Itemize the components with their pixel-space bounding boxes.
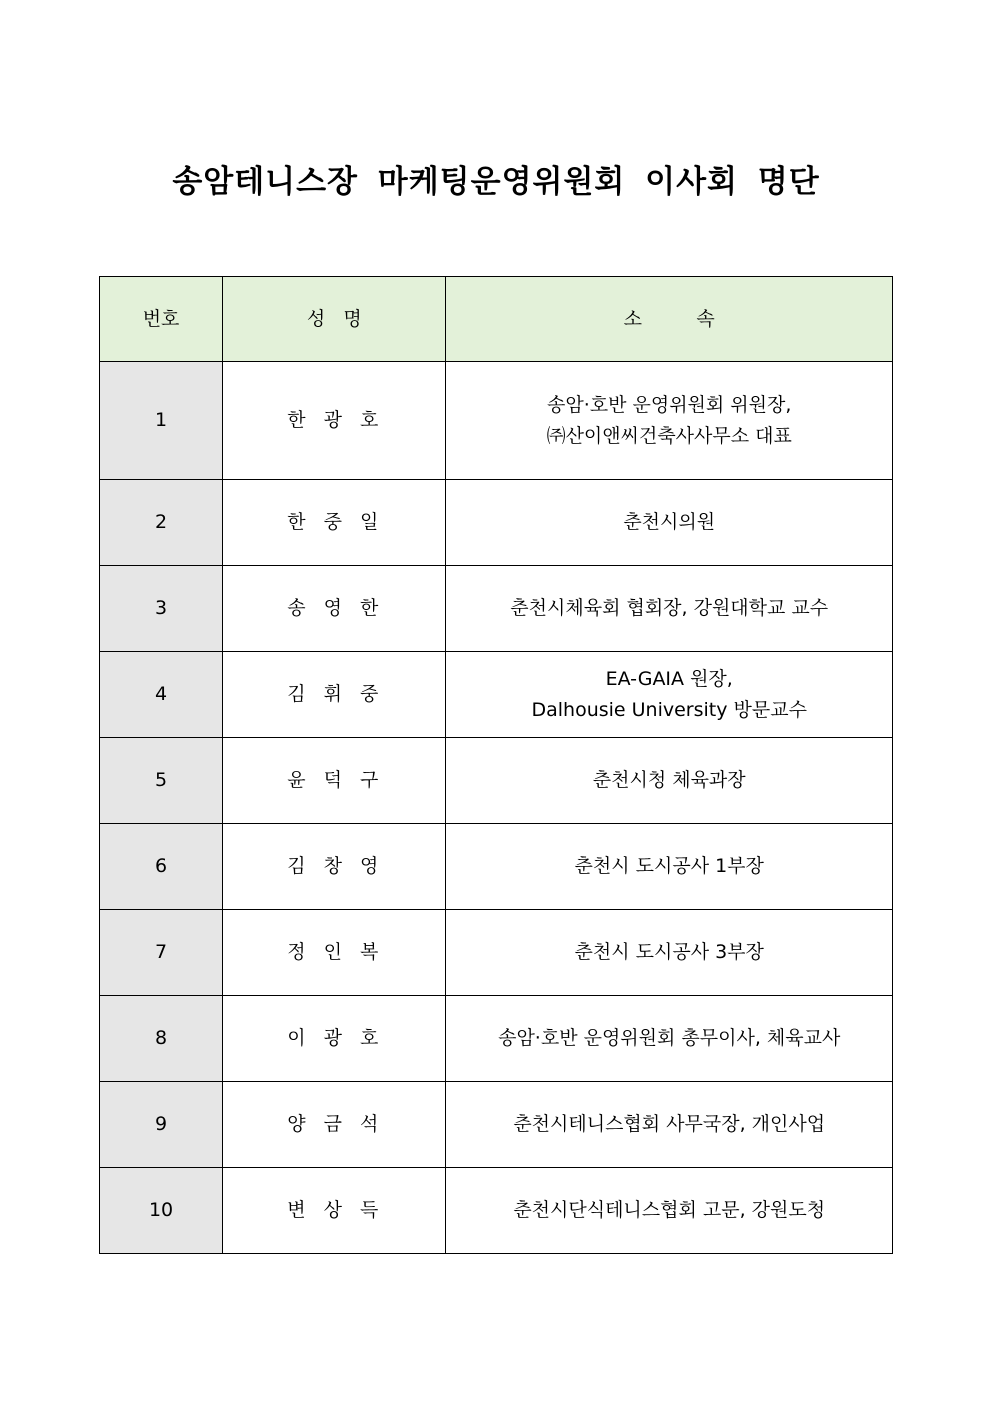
roster-table	[99, 276, 893, 1254]
row-number: 4	[100, 652, 223, 738]
member-name	[223, 996, 446, 1082]
header-affiliation-label: 소 속	[623, 307, 715, 330]
member-name-text: 변 상 득	[287, 1199, 382, 1221]
member-name	[223, 652, 446, 738]
table-row	[100, 738, 893, 824]
member-name	[223, 1082, 446, 1168]
header-name-label: 성 명	[306, 307, 362, 330]
member-name-text: 양 금 석	[287, 1113, 382, 1135]
member-name	[223, 480, 446, 566]
header-affiliation	[446, 277, 893, 362]
affiliation-line: 송암·호반 운영위원회 위원장,	[547, 393, 792, 416]
affiliation-line: 춘천시단식테니스협회 고문, 강원도청	[513, 1199, 826, 1221]
member-name-text: 김 휘 중	[287, 683, 382, 705]
member-name-text: 한 중 일	[287, 511, 382, 533]
member-name-text: 정 인 복	[287, 941, 382, 963]
member-affiliation	[446, 362, 893, 480]
member-affiliation	[446, 910, 893, 996]
member-name	[223, 362, 446, 480]
row-number: 6	[100, 824, 223, 910]
table-row	[100, 1082, 893, 1168]
affiliation-line: 춘천시 도시공사 3부장	[574, 941, 764, 963]
member-name-text: 윤 덕 구	[287, 769, 382, 791]
member-affiliation	[446, 824, 893, 910]
affiliation-line: 송암·호반 운영위원회 총무이사, 체육교사	[498, 1027, 841, 1049]
row-number: 8	[100, 996, 223, 1082]
member-name-text: 김 창 영	[287, 855, 382, 877]
row-number: 3	[100, 566, 223, 652]
member-affiliation	[446, 1082, 893, 1168]
row-number: 2	[100, 480, 223, 566]
table-row	[100, 362, 893, 480]
row-number: 1	[100, 362, 223, 480]
member-affiliation	[446, 996, 893, 1082]
affiliation-line: EA-GAIA 원장,	[605, 667, 733, 690]
table-row	[100, 1168, 893, 1254]
affiliation-line: 춘천시체육회 협회장, 강원대학교 교수	[510, 597, 829, 619]
row-number: 9	[100, 1082, 223, 1168]
member-name-text: 이 광 호	[287, 1027, 382, 1049]
member-affiliation	[446, 480, 893, 566]
member-name	[223, 1168, 446, 1254]
member-name	[223, 824, 446, 910]
table-row	[100, 566, 893, 652]
table-row	[100, 824, 893, 910]
row-number: 10	[100, 1168, 223, 1254]
member-name	[223, 910, 446, 996]
member-affiliation	[446, 566, 893, 652]
affiliation-line: 춘천시의원	[623, 511, 716, 533]
header-name	[223, 277, 446, 362]
row-number: 5	[100, 738, 223, 824]
table-row	[100, 910, 893, 996]
affiliation-line: 춘천시청 체육과장	[592, 769, 746, 791]
member-affiliation	[446, 652, 893, 738]
member-name-text: 한 광 호	[287, 409, 382, 431]
member-name-text: 송 영 한	[287, 597, 382, 619]
affiliation-line: ㈜산이앤씨건축사사무소 대표	[546, 424, 792, 447]
affiliation-line: Dalhousie University 방문교수	[531, 698, 807, 721]
member-affiliation	[446, 738, 893, 824]
table-row	[100, 480, 893, 566]
row-number: 7	[100, 910, 223, 996]
member-name	[223, 566, 446, 652]
affiliation-line: 춘천시테니스협회 사무국장, 개인사업	[513, 1113, 826, 1135]
header-number: 번호	[100, 277, 223, 362]
table-row	[100, 652, 893, 738]
affiliation-line: 춘천시 도시공사 1부장	[574, 855, 764, 877]
table-row	[100, 996, 893, 1082]
page-title: 송암테니스장 마케팅운영위원회 이사회 명단	[172, 164, 820, 200]
table-header-row	[100, 277, 893, 362]
member-affiliation	[446, 1168, 893, 1254]
member-name	[223, 738, 446, 824]
